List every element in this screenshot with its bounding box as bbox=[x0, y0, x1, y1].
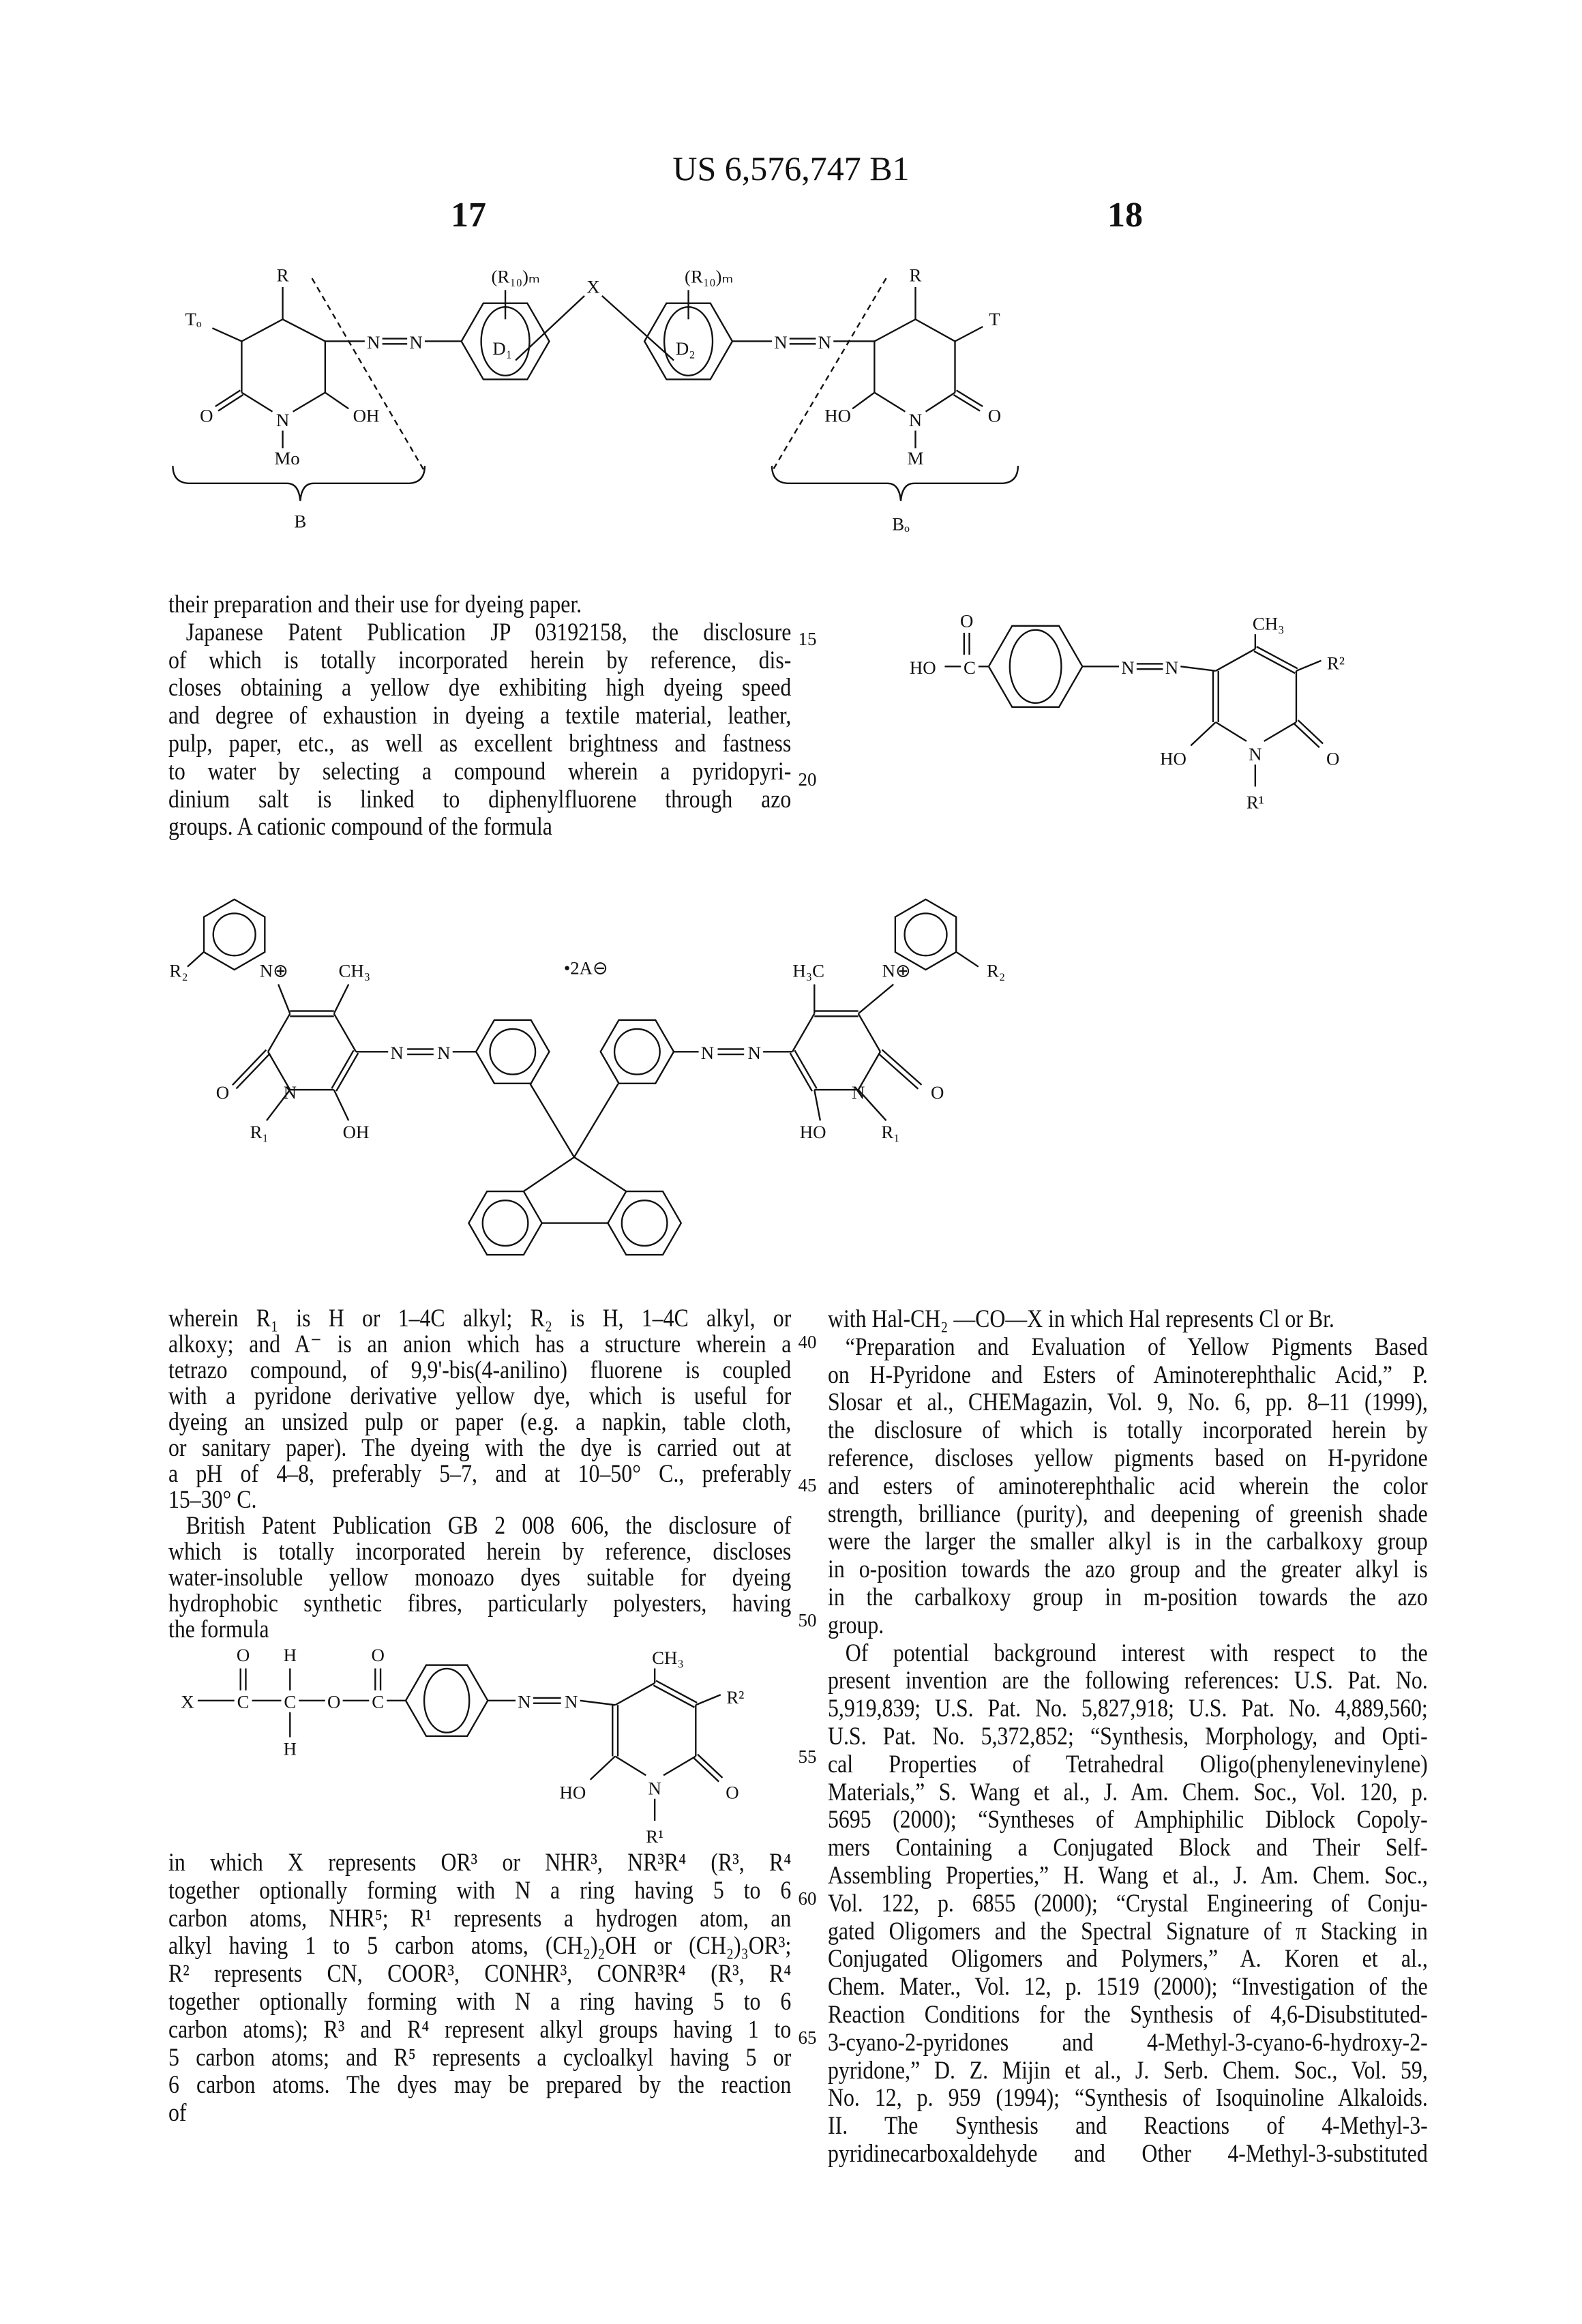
label-r1: R¹ bbox=[646, 1826, 663, 1847]
label-h3c: H₃C bbox=[792, 961, 824, 981]
label-h: H bbox=[284, 1645, 297, 1665]
bond-line bbox=[790, 1053, 812, 1091]
bond-line bbox=[852, 393, 874, 409]
bond-line bbox=[574, 1157, 626, 1191]
bond-line bbox=[1216, 649, 1255, 671]
text-line: carbon atoms, NHR⁵; R¹ represents a hydrogen atom, an bbox=[168, 1905, 791, 1933]
text-line: of which is totally incorporated herein by reference, dis- bbox=[168, 647, 791, 675]
bond-line bbox=[792, 1013, 814, 1052]
label-o: O bbox=[371, 1645, 384, 1665]
aromatic-circle bbox=[213, 913, 256, 955]
label-o: O bbox=[988, 406, 1001, 426]
bond-line bbox=[293, 393, 325, 412]
text-line: with a pyridone derivative yellow dye, which is useful for bbox=[168, 1384, 791, 1410]
text-line: Of potential background interest with respect to the bbox=[828, 1640, 1428, 1668]
label-t: T bbox=[989, 309, 1000, 329]
text-line: water-insoluble yellow monoazo dyes suitable for dyeing bbox=[168, 1565, 791, 1591]
bond-line bbox=[656, 1681, 697, 1703]
bond-line bbox=[236, 1054, 269, 1089]
text-line: and esters of aminoterephthalic acid wherein the color bbox=[828, 1473, 1428, 1501]
bond-line bbox=[1264, 722, 1296, 741]
label-ch3: CH₃ bbox=[1253, 614, 1285, 634]
label-c: C bbox=[237, 1692, 250, 1712]
text-line: strength, brilliance (purity), and deepening of greenish shade bbox=[828, 1501, 1428, 1529]
label-oh: OH bbox=[353, 406, 380, 426]
bond-line bbox=[580, 1701, 616, 1705]
text-line: gated Oligomers and the Spectral Signature of π Stacking in bbox=[828, 1918, 1428, 1946]
label-azo-n: N bbox=[1121, 657, 1134, 678]
aromatic-circle bbox=[490, 1029, 536, 1075]
bond-line bbox=[278, 984, 290, 1013]
aromatic-circle bbox=[1010, 630, 1062, 703]
text-line: Japanese Patent Publication JP 03192158, the disclosure bbox=[168, 619, 791, 647]
bond-line bbox=[241, 319, 282, 341]
label-o: O bbox=[1326, 748, 1339, 769]
label-azo-n: N bbox=[748, 1043, 761, 1063]
bond-line bbox=[696, 1695, 721, 1705]
bond-line bbox=[325, 393, 348, 409]
label-ho: HO bbox=[910, 657, 936, 678]
label-n: N bbox=[852, 1082, 865, 1103]
bond-line bbox=[772, 278, 886, 472]
label-n: N bbox=[648, 1778, 661, 1798]
bond-line bbox=[926, 393, 955, 412]
structure-carboxyphenylazo-pyridone bbox=[910, 610, 1345, 812]
line-number: 15 bbox=[794, 629, 821, 650]
label-d1: D₁ bbox=[492, 338, 512, 359]
text-line: Reaction Conditions for the Synthesis of 4,6-Disubstituted- bbox=[828, 2001, 1428, 2029]
bond-line bbox=[615, 1756, 646, 1775]
label-n: N bbox=[1249, 744, 1262, 764]
text-line: U.S. Pat. No. 5,372,852; “Synthesis, Morphology, and Opti- bbox=[828, 1723, 1428, 1751]
bond-line bbox=[336, 1053, 358, 1091]
text-line: closes obtaining a yellow dye exhibiting high dyeing speed bbox=[168, 674, 791, 702]
text-line: a pH of 4–8, preferably 5–7, and at 10–50° C., preferably bbox=[168, 1461, 791, 1487]
label-n: N bbox=[284, 1082, 297, 1103]
text-line: pulp, paper, etc., as well as excellent brightness and fastness bbox=[168, 730, 791, 758]
label-b0: Bₒ bbox=[892, 514, 910, 535]
line-number: 65 bbox=[794, 2027, 821, 2049]
label-r10: (R₁₀)ₘ bbox=[491, 267, 539, 287]
text-line: in o-position towards the azo group and the greater alkyl is bbox=[828, 1556, 1428, 1584]
bond-line bbox=[1216, 722, 1247, 741]
label-r2: R² bbox=[1327, 653, 1345, 674]
bond-line bbox=[1296, 661, 1322, 671]
label-azo-n: N bbox=[518, 1692, 531, 1712]
text-line: present invention are the following references: U.S. Pat. No. bbox=[828, 1667, 1428, 1695]
bond-line bbox=[331, 1050, 353, 1088]
bond-lines bbox=[173, 278, 1323, 1255]
label-x: X bbox=[586, 277, 599, 297]
line-number: 20 bbox=[794, 769, 821, 790]
text-line: together optionally forming with N a ring having 5 to 6 bbox=[168, 1877, 791, 1905]
bond-line bbox=[1180, 666, 1216, 670]
label-ho: HO bbox=[824, 406, 851, 426]
text-line: R² represents CN, COOR³, CONHR³, CONR³R⁴ (R³, R⁴ bbox=[168, 1961, 791, 1988]
label-n: N bbox=[276, 410, 289, 430]
text-line: the disclosure of which is totally incorporated herein by bbox=[828, 1417, 1428, 1445]
text-line: Chem. Mater., Vol. 12, p. 1519 (2000); “Investigation of the bbox=[828, 1973, 1428, 2001]
bond-line bbox=[602, 296, 674, 361]
bond-line bbox=[1257, 646, 1298, 668]
line-number: 60 bbox=[794, 1888, 821, 1909]
text-line: of bbox=[168, 2100, 791, 2128]
aromatic-circle bbox=[483, 1200, 528, 1246]
bond-line bbox=[814, 1090, 820, 1120]
text-line: reference, discloses yellow pigments based on H-pyridone bbox=[828, 1445, 1428, 1473]
bond-line bbox=[916, 319, 955, 341]
text-line: alkoxy; and A⁻ is an anion which has a structure wherein a bbox=[168, 1332, 791, 1358]
brace bbox=[173, 466, 424, 501]
label-c: C bbox=[964, 657, 976, 678]
bond-line bbox=[334, 1013, 356, 1052]
label-o: O bbox=[931, 1082, 944, 1103]
label-r2: R₂ bbox=[169, 961, 188, 981]
text-line: the formula bbox=[168, 1617, 791, 1643]
brace bbox=[772, 466, 1018, 501]
bond-line bbox=[955, 327, 983, 341]
text-line: Assembling Properties,” H. Wang et al., J. Am. Chem. Soc., bbox=[828, 1862, 1428, 1890]
benzene-ring bbox=[989, 626, 1082, 707]
label-r1: R₁ bbox=[881, 1122, 899, 1142]
text-line: Slosar et al., CHEMagazin, Vol. 9, No. 6, pp. 8–11 (1999), bbox=[828, 1389, 1428, 1417]
bond-line bbox=[241, 393, 272, 412]
text-line: in the carbalkoxy group in m-position towards the azo bbox=[828, 1584, 1428, 1612]
bond-line bbox=[1254, 651, 1295, 673]
text-line: to water by selecting a compound wherein a pyridopyri- bbox=[168, 758, 791, 786]
label-o: O bbox=[237, 1645, 250, 1665]
label-o: O bbox=[327, 1692, 340, 1712]
label-azo-n: N bbox=[774, 332, 787, 353]
label-ch3: CH₃ bbox=[338, 961, 370, 981]
text-line: dinium salt is linked to diphenylfluorene through azo bbox=[168, 786, 791, 814]
label-oh: OH bbox=[343, 1122, 370, 1142]
text-line: in which X represents OR³ or NHR³, NR³R⁴ (R³, R⁴ bbox=[168, 1849, 791, 1877]
label-azo-n: N bbox=[367, 332, 380, 353]
text-line: Materials,” S. Wang et al., J. Am. Chem. Soc., Vol. 120, p. bbox=[828, 1779, 1428, 1807]
text-line: Vol. 122, p. 6855 (2000); “Crystal Engineering of Conju- bbox=[828, 1890, 1428, 1918]
bond-line bbox=[859, 984, 894, 1013]
label-azo-n: N bbox=[390, 1043, 403, 1063]
label-d2: D₂ bbox=[676, 338, 696, 359]
label-m: Mo bbox=[274, 448, 299, 468]
label-c: C bbox=[284, 1692, 296, 1712]
text-line: together optionally forming with N a ring having 5 to 6 bbox=[168, 1988, 791, 2016]
label-azo-n: N bbox=[409, 332, 422, 353]
label-r2: R₂ bbox=[987, 961, 1005, 981]
label-counterion: •2A⊖ bbox=[564, 957, 608, 978]
aromatic-circle bbox=[905, 913, 947, 955]
label-ho: HO bbox=[1160, 748, 1186, 769]
text-line: dyeing an unsized pulp or paper (e.g. a napkin, table cloth, bbox=[168, 1410, 791, 1435]
bond-line bbox=[312, 278, 425, 472]
label-c: C bbox=[372, 1692, 384, 1712]
bond-line bbox=[524, 1157, 574, 1191]
label-ho: HO bbox=[559, 1783, 586, 1803]
label-ch3: CH₃ bbox=[652, 1648, 684, 1668]
text-line: 6 carbon atoms. The dyes may be prepared by the reaction bbox=[168, 2072, 791, 2100]
bond-line bbox=[233, 1050, 266, 1086]
bond-line bbox=[882, 1049, 922, 1085]
column-number-right: 18 bbox=[1057, 195, 1193, 235]
text-line: 5695 (2000); “Syntheses of Amphiphilic Diblock Copoly- bbox=[828, 1806, 1428, 1834]
label-r2: R² bbox=[726, 1687, 744, 1708]
structure-monoazo-ester-dye bbox=[181, 1645, 744, 1847]
label-r: R bbox=[277, 265, 289, 285]
label-r: R bbox=[910, 265, 922, 285]
text-line: groups. A cationic compound of the formula bbox=[168, 814, 791, 841]
label-azo-n: N bbox=[1165, 657, 1178, 678]
bond-line bbox=[334, 984, 348, 1013]
text-line: 15–30° C. bbox=[168, 1487, 791, 1513]
text-line: carbon atoms); R³ and R⁴ represent alkyl groups having 1 to bbox=[168, 2016, 791, 2044]
text-line: on H-Pyridone and Esters of Aminoterephthalic Acid,” P. bbox=[828, 1362, 1428, 1390]
text-line: pyridone,” D. Z. Mijin et al., J. Serb. Chem. Soc., Vol. 59, bbox=[828, 2057, 1428, 2085]
label-o: O bbox=[726, 1783, 738, 1803]
text-line: with Hal-CH₂ —CO—X in which Hal represents Cl or Br. bbox=[828, 1306, 1428, 1334]
text-line: tetrazo compound, of 9,9'-bis(4-anilino) fluorene is coupled bbox=[168, 1358, 791, 1384]
text-line: alkyl having 1 to 5 carbon atoms, (CH₂)₂OH or (CH₂)₃OR³; bbox=[168, 1933, 791, 1961]
label-n-plus: N⊕ bbox=[882, 961, 911, 981]
line-number: 45 bbox=[794, 1475, 821, 1496]
label-h: H bbox=[284, 1738, 297, 1759]
bond-line bbox=[334, 1090, 348, 1120]
text-line: II. The Synthesis and Reactions of 4-Methyl-3- bbox=[828, 2113, 1428, 2141]
label-r10: (R₁₀)ₘ bbox=[685, 267, 733, 287]
label-t: Tₒ bbox=[185, 309, 201, 329]
bond-line bbox=[874, 319, 915, 341]
label-b: B bbox=[294, 511, 306, 531]
bond-lines-structure-4 bbox=[198, 1665, 722, 1821]
structure-bis-azo-pyridone bbox=[185, 265, 1001, 534]
label-r1: R¹ bbox=[1247, 792, 1264, 813]
text-line: 5 carbon atoms; and R⁵ represents a cycloalkyl having 5 or bbox=[168, 2044, 791, 2072]
text-line: Conjugated Oligomers and Polymers,” A. Koren et al., bbox=[828, 1946, 1428, 1973]
bond-line bbox=[615, 1683, 655, 1705]
text-line: “Preparation and Evaluation of Yellow Pigments Based bbox=[828, 1334, 1428, 1362]
text-line: hydrophobic synthetic fibres, particularly polyesters, having bbox=[168, 1591, 791, 1617]
line-number: 50 bbox=[794, 1610, 821, 1631]
bond-line bbox=[268, 1013, 290, 1052]
bond-line bbox=[574, 1084, 618, 1157]
text-line: cal Properties of Tetrahedral Oligo(phenylenevinylene) bbox=[828, 1751, 1428, 1779]
text-line: British Patent Publication GB 2 008 606, the disclosure of bbox=[168, 1513, 791, 1539]
text-line: 5,919,839; U.S. Pat. No. 5,827,918; U.S. Pat. No. 4,889,560; bbox=[828, 1695, 1428, 1723]
bond-line bbox=[531, 1084, 574, 1157]
label-r1: R₁ bbox=[250, 1122, 269, 1142]
text-line: pyridinecarboxaldehyde and Other 4-Methyl-3-substituted bbox=[828, 2141, 1428, 2169]
label-m: M bbox=[908, 448, 924, 468]
text-line: were the larger the smaller alkyl is in the carbalkoxy group bbox=[828, 1528, 1428, 1556]
label-ho: HO bbox=[800, 1122, 826, 1142]
aromatic-circle bbox=[622, 1200, 668, 1246]
text-line: their preparation and their use for dyeing paper. bbox=[168, 591, 791, 619]
patent-number: US 6,576,747 B1 bbox=[586, 149, 996, 188]
bond-line bbox=[1191, 722, 1216, 745]
bond-line bbox=[878, 1054, 918, 1089]
chemical-structures bbox=[0, 0, 1582, 2324]
column-number-left: 17 bbox=[400, 195, 537, 235]
line-number: 55 bbox=[794, 1746, 821, 1768]
benzene-ring bbox=[406, 1665, 488, 1736]
label-o: O bbox=[216, 1082, 229, 1103]
text-line: or sanitary paper). The dyeing with the dye is carried out at bbox=[168, 1435, 791, 1461]
label-n-plus: N⊕ bbox=[260, 961, 288, 981]
label-azo-n: N bbox=[565, 1692, 578, 1712]
bond-line bbox=[188, 952, 204, 966]
bond-line bbox=[874, 393, 905, 412]
text-line: which is totally incorporated herein by reference, discloses bbox=[168, 1539, 791, 1565]
label-azo-n: N bbox=[701, 1043, 714, 1063]
label-x: X bbox=[181, 1692, 194, 1712]
bond-line bbox=[957, 952, 979, 966]
label-azo-n: N bbox=[437, 1043, 450, 1063]
bond-line bbox=[794, 1050, 816, 1088]
aromatic-circle bbox=[424, 1669, 469, 1733]
bond-line bbox=[591, 1756, 616, 1779]
bond-line bbox=[859, 1013, 880, 1052]
line-number: 40 bbox=[794, 1332, 821, 1353]
bond-line bbox=[212, 328, 241, 341]
text-line: and degree of exhaustion in dyeing a textile material, leather, bbox=[168, 702, 791, 730]
text-line: 3-cyano-2-pyridones and 4-Methyl-3-cyano-6-hydroxy-2- bbox=[828, 2029, 1428, 2057]
text-line: wherein R₁ is H or 1–4C alkyl; R₂ is H, 1–4C alkyl, or bbox=[168, 1306, 791, 1332]
label-n: N bbox=[909, 410, 922, 430]
aromatic-circle bbox=[614, 1029, 660, 1075]
label-o: O bbox=[960, 610, 973, 631]
label-o: O bbox=[200, 406, 213, 426]
text-line: group. bbox=[828, 1612, 1428, 1640]
bond-line bbox=[663, 1756, 696, 1775]
text-line: No. 12, p. 959 (1994); “Synthesis of Isoquinoline Alkaloids. bbox=[828, 2085, 1428, 2113]
bond-line bbox=[283, 319, 325, 341]
text-line: mers Containing a Conjugated Block and Their Self- bbox=[828, 1834, 1428, 1862]
bond-line bbox=[653, 1685, 694, 1707]
label-azo-n: N bbox=[818, 332, 831, 353]
bond-line bbox=[516, 296, 584, 361]
